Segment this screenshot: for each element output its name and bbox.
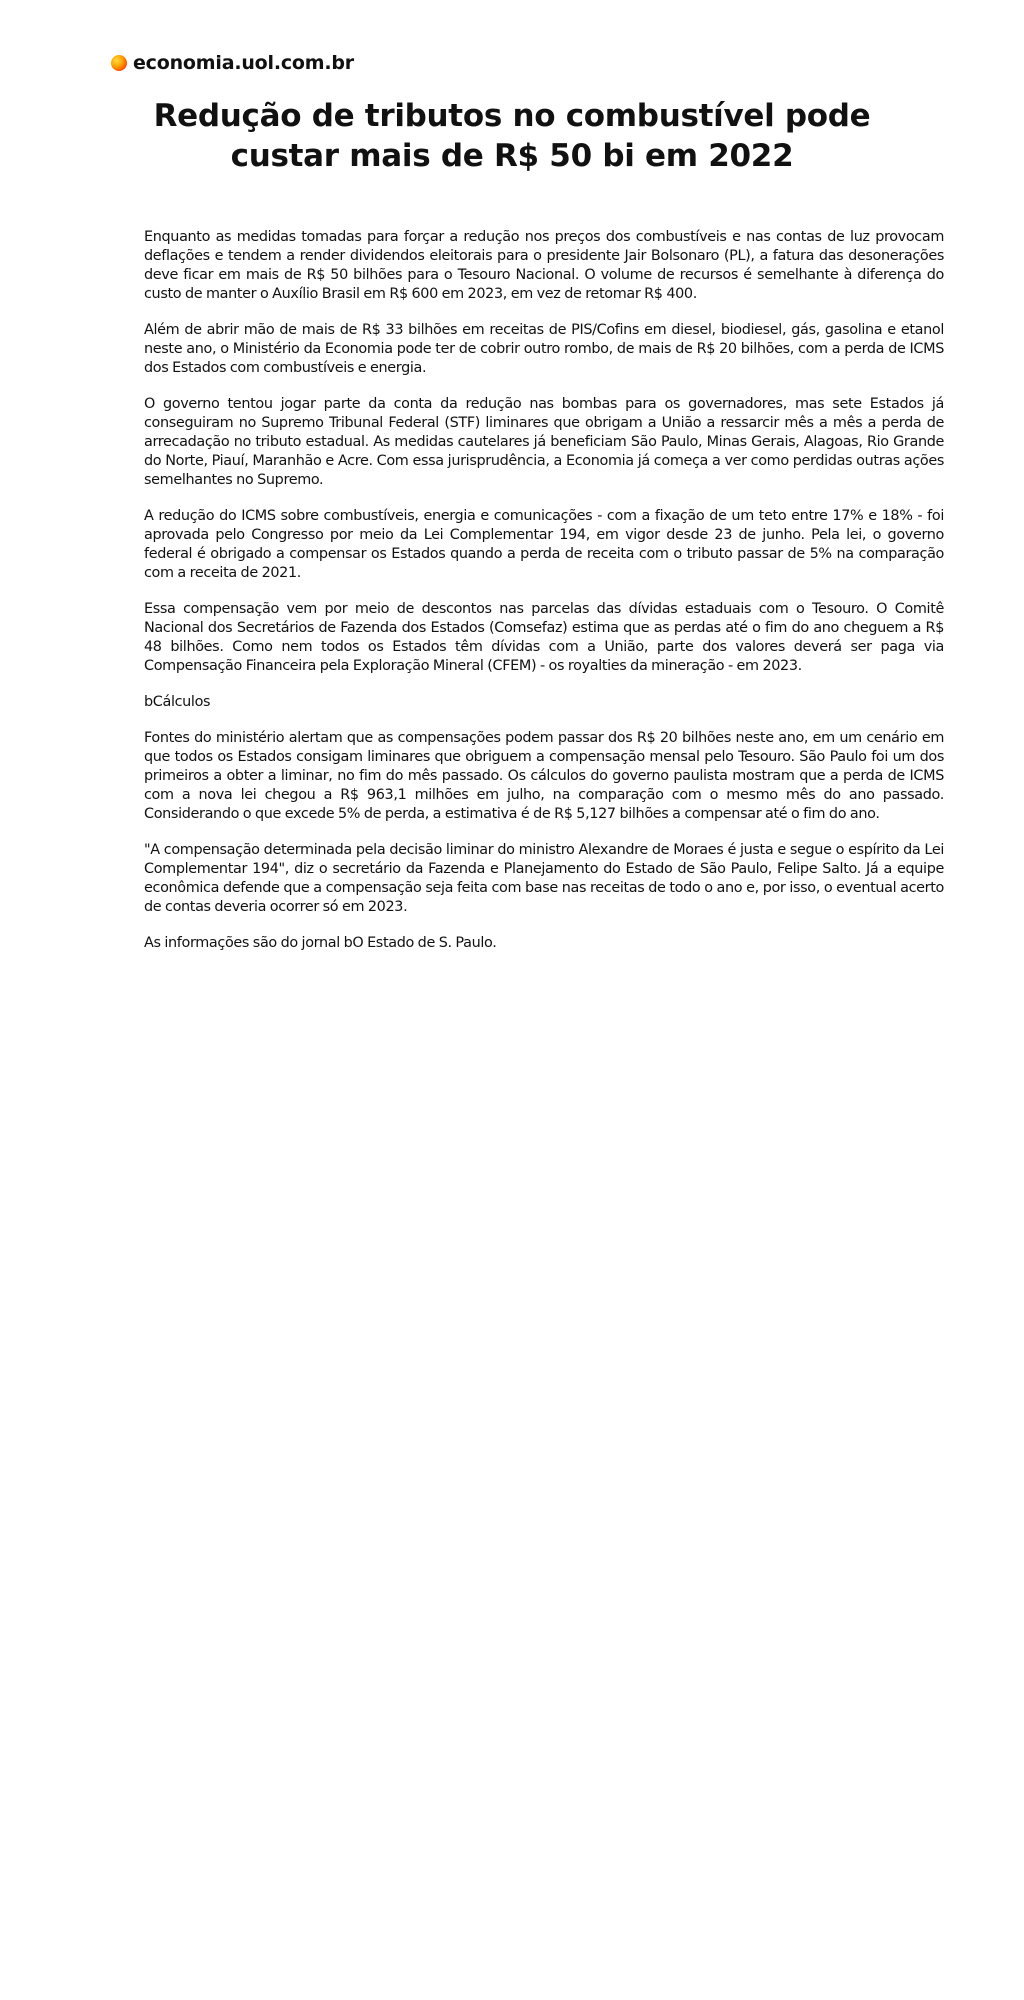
article-paragraph: "A compensação determinada pela decisão liminar do ministro Alexandre de Moraes é justa e segue o espírito da Lei Complementar 194", diz o secretário da Fazenda e Planejamento do Estado de São Paulo, Felipe Salto. Já a equipe econômica defende que a compensação seja feita com base nas receitas de todo o ano e, por isso, o eventual acerto de contas deveria ocorrer só em 2023.	[144, 842, 944, 915]
site-name: economia.uol.com.br	[133, 52, 354, 74]
uol-logo-icon	[111, 55, 127, 71]
article-paragraph: O governo tentou jogar parte da conta da redução nas bombas para os governadores, mas sete Estados já conseguiram no Supremo Tribunal Federal (STF) liminares que obrigam a União a ressarcir mês a mês a perda de arrecadação no tributo estadual. As medidas cautelares já beneficiam São Paulo, Minas Gerais, Alagoas, Rio Grande do Norte, Piauí, Maranhão e Acre. Com essa jurisprudência, a Economia já começa a ver como perdidas outras ações semelhantes no Supremo.	[144, 396, 944, 488]
article-paragraph: Enquanto as medidas tomadas para forçar a redução nos preços dos combustíveis e nas contas de luz provocam deflações e tendem a render dividendos eleitorais para o presidente Jair Bolsonaro (PL), a fatura das desonerações deve ficar em mais de R$ 50 bilhões para o Tesouro Nacional. O volume de recursos é semelhante à diferença do custo de manter o Auxílio Brasil em R$ 600 em 2023, em vez de retomar R$ 400.	[144, 229, 944, 302]
article-title: Redução de tributos no combustível pode custar mais de R$ 50 bi em 2022	[153, 98, 871, 174]
article-paragraph: As informações são do jornal bO Estado de S. Paulo.	[144, 935, 497, 951]
section-subheading: bCálculos	[144, 694, 211, 710]
article-body	[144, 228, 944, 970]
article-paragraph: A redução do ICMS sobre combustíveis, energia e comunicações - com a fixação de um teto entre 17% e 18% - foi aprovada pelo Congresso por meio da Lei Complementar 194, em vigor desde 23 de junho. Pela lei, o governo federal é obrigado a compensar os Estados quando a perda de receita com o tributo passar de 5% na comparação com a receita de 2021.	[144, 508, 944, 581]
article-paragraph: Além de abrir mão de mais de R$ 33 bilhões em receitas de PIS/Cofins em diesel, biodiesel, gás, gasolina e etanol neste ano, o Ministério da Economia pode ter de cobrir outro rombo, de mais de R$ 20 bilhões, com a perda de ICMS dos Estados com combustíveis e energia.	[144, 322, 944, 376]
article-paragraph: Essa compensação vem por meio de descontos nas parcelas das dívidas estaduais com o Tesouro. O Comitê Nacional dos Secretários de Fazenda dos Estados (Comsefaz) estima que as perdas até o fim do ano cheguem a R$ 48 bilhões. Como nem todos os Estados têm dívidas com a União, parte dos valores deverá ser paga via Compensação Financeira pela Exploração Mineral (CFEM) - os royalties da mineração - em 2023.	[144, 601, 944, 674]
site-header	[111, 52, 354, 74]
article-paragraph: Fontes do ministério alertam que as compensações podem passar dos R$ 20 bilhões neste ano, em um cenário em que todos os Estados consigam liminares que obriguem a compensação mensal pelo Tesouro. São Paulo foi um dos primeiros a obter a liminar, no fim do mês passado. Os cálculos do governo paulista mostram que a perda de ICMS com a nova lei chegou a R$ 963,1 milhões em julho, na comparação com o mesmo mês do ano passado. Considerando o que excede 5% de perda, a estimativa é de R$ 5,127 bilhões a compensar até o fim do ano.	[144, 730, 944, 822]
